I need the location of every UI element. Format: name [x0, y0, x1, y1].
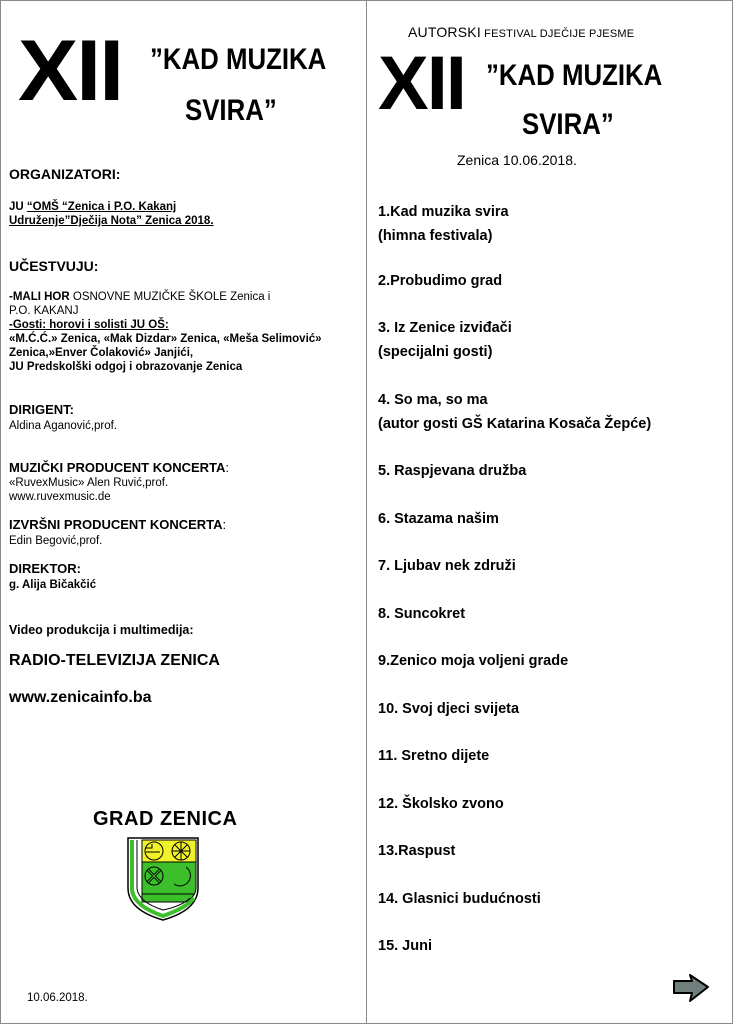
- song-title: 9.Zenico moja voljeni grade: [378, 653, 569, 669]
- organizatori-line2: Udruženje”Dječija Nota” Zenica 2018.: [9, 215, 214, 227]
- song-title: 4. So ma, so ma: [378, 392, 488, 408]
- song-item: [378, 316, 512, 364]
- song-item: [378, 269, 502, 293]
- song-item: [378, 697, 519, 721]
- ucestvuju-hor: [9, 290, 270, 304]
- hor-label: -MALI HOR: [9, 291, 70, 303]
- festival-title-right-line2: SVIRA”: [522, 108, 614, 141]
- song-title: 15. Juni: [378, 938, 432, 954]
- fold-divider: [366, 0, 367, 1024]
- muzicki-producent-url: www.ruvexmusic.de: [9, 491, 111, 503]
- gosti-line3: JU Predskolški odgoj i obrazovanje Zenica: [9, 361, 243, 373]
- muzicki-producent-label: MUZIČKI PRODUCENT KONCERTA: [9, 460, 226, 475]
- dirigent-heading: DIRIGENT:: [9, 402, 74, 417]
- song-title: 10. Svoj djeci svijeta: [378, 701, 520, 717]
- song-item: [378, 554, 516, 578]
- song-item: [378, 887, 541, 911]
- festival-title-line2: SVIRA”: [185, 94, 277, 127]
- muzicki-producent-heading: [9, 461, 229, 475]
- song-item: [378, 602, 465, 626]
- direktor-name: g. Alija Bičakčić: [9, 579, 97, 591]
- organizatori-heading: ORGANIZATORI:: [9, 166, 121, 182]
- song-title: 13.Raspust: [378, 843, 456, 859]
- ucestvuju-gosti: -Gosti: horovi i solisti JU OŠ:: [9, 319, 169, 331]
- event-date: Zenica 10.06.2018.: [457, 152, 577, 168]
- song-item: [378, 839, 455, 863]
- colon: :: [225, 460, 230, 475]
- izvrsni-producent-name: Edin Begović,prof.: [9, 535, 103, 547]
- zenicainfo-link[interactable]: www.zenicainfo.ba: [9, 689, 152, 706]
- festival-title-line1: ”KAD MUZIKA: [150, 43, 327, 76]
- edition-number: XII: [18, 23, 123, 119]
- footer-date: 10.06.2018.: [27, 992, 88, 1004]
- autorski-label: AUTORSKI: [408, 24, 481, 40]
- song-item: [378, 744, 489, 768]
- organizatori-org1: “OMŠ “Zenica i P.O. Kakanj: [26, 201, 177, 213]
- song-title: 8. Suncokret: [378, 606, 466, 622]
- song-title: 7. Ljubav nek združi: [378, 558, 516, 574]
- song-title: 1.Kad muzika svira: [378, 204, 509, 220]
- song-item: [378, 934, 432, 958]
- organizatori-prefix: JU: [9, 201, 27, 213]
- gosti-line1: «M.Ć.Ć.» Zenica, «Mak Dizdar» Zenica, «Meša Selimović»: [9, 333, 322, 345]
- song-item: [378, 792, 504, 816]
- rtv-zenica: RADIO-TELEVIZIJA ZENICA: [9, 652, 220, 669]
- colon: :: [222, 517, 227, 532]
- song-title: 11. Sretno dijete: [378, 748, 490, 764]
- song-title: 3. Iz Zenice izviđači: [378, 320, 512, 336]
- song-title: 6. Stazama našim: [378, 511, 499, 527]
- song-note: (himna festivala): [378, 228, 493, 244]
- song-item: [378, 507, 499, 531]
- song-item: [378, 388, 651, 436]
- edition-number-right: XII: [378, 41, 465, 126]
- song-note: (specijalni gosti): [378, 344, 493, 360]
- zenica-coat-of-arms-icon: [126, 836, 200, 922]
- ucestvuju-hor-line2: P.O. KAKANJ: [9, 305, 79, 317]
- song-item: [378, 200, 509, 248]
- grad-zenica-label: GRAD ZENICA: [93, 808, 238, 830]
- direktor-heading: DIREKTOR:: [9, 561, 81, 576]
- izvrsni-producent-label: IZVRŠNI PRODUCENT KONCERTA: [9, 517, 223, 532]
- izvrsni-producent-heading: [9, 518, 226, 532]
- hor-school: OSNOVNE MUZIČKE ŠKOLE Zenica i: [69, 291, 271, 303]
- dirigent-name: Aldina Aganović,prof.: [9, 420, 118, 432]
- festival-title-right-line1: ”KAD MUZIKA: [486, 59, 663, 92]
- song-item: [378, 649, 568, 673]
- song-item: [378, 459, 526, 483]
- song-title: 14. Glasnici budućnosti: [378, 891, 541, 907]
- muzicki-producent-name: «RuvexMusic» Alen Ruvić,prof.: [9, 477, 169, 489]
- song-title: 12. Školsko zvono: [378, 796, 504, 812]
- ucestvuju-heading: UČESTVUJU:: [9, 258, 99, 274]
- organizatori-line1: [9, 200, 176, 214]
- arrow-right-icon[interactable]: [672, 973, 710, 1003]
- song-note: (autor gosti GŠ Katarina Kosača Žepće): [378, 416, 652, 432]
- song-title: 5. Raspjevana družba: [378, 463, 527, 479]
- song-title: 2.Probudimo grad: [378, 273, 503, 289]
- festival-subtitle: [408, 24, 634, 40]
- gosti-line2: Zenica,»Enver Čolaković» Janjići,: [9, 347, 194, 359]
- festival-label: FESTIVAL DJEČIJE PJESME: [480, 28, 635, 40]
- video-produkcija: Video produkcija i multimedija:: [9, 623, 194, 637]
